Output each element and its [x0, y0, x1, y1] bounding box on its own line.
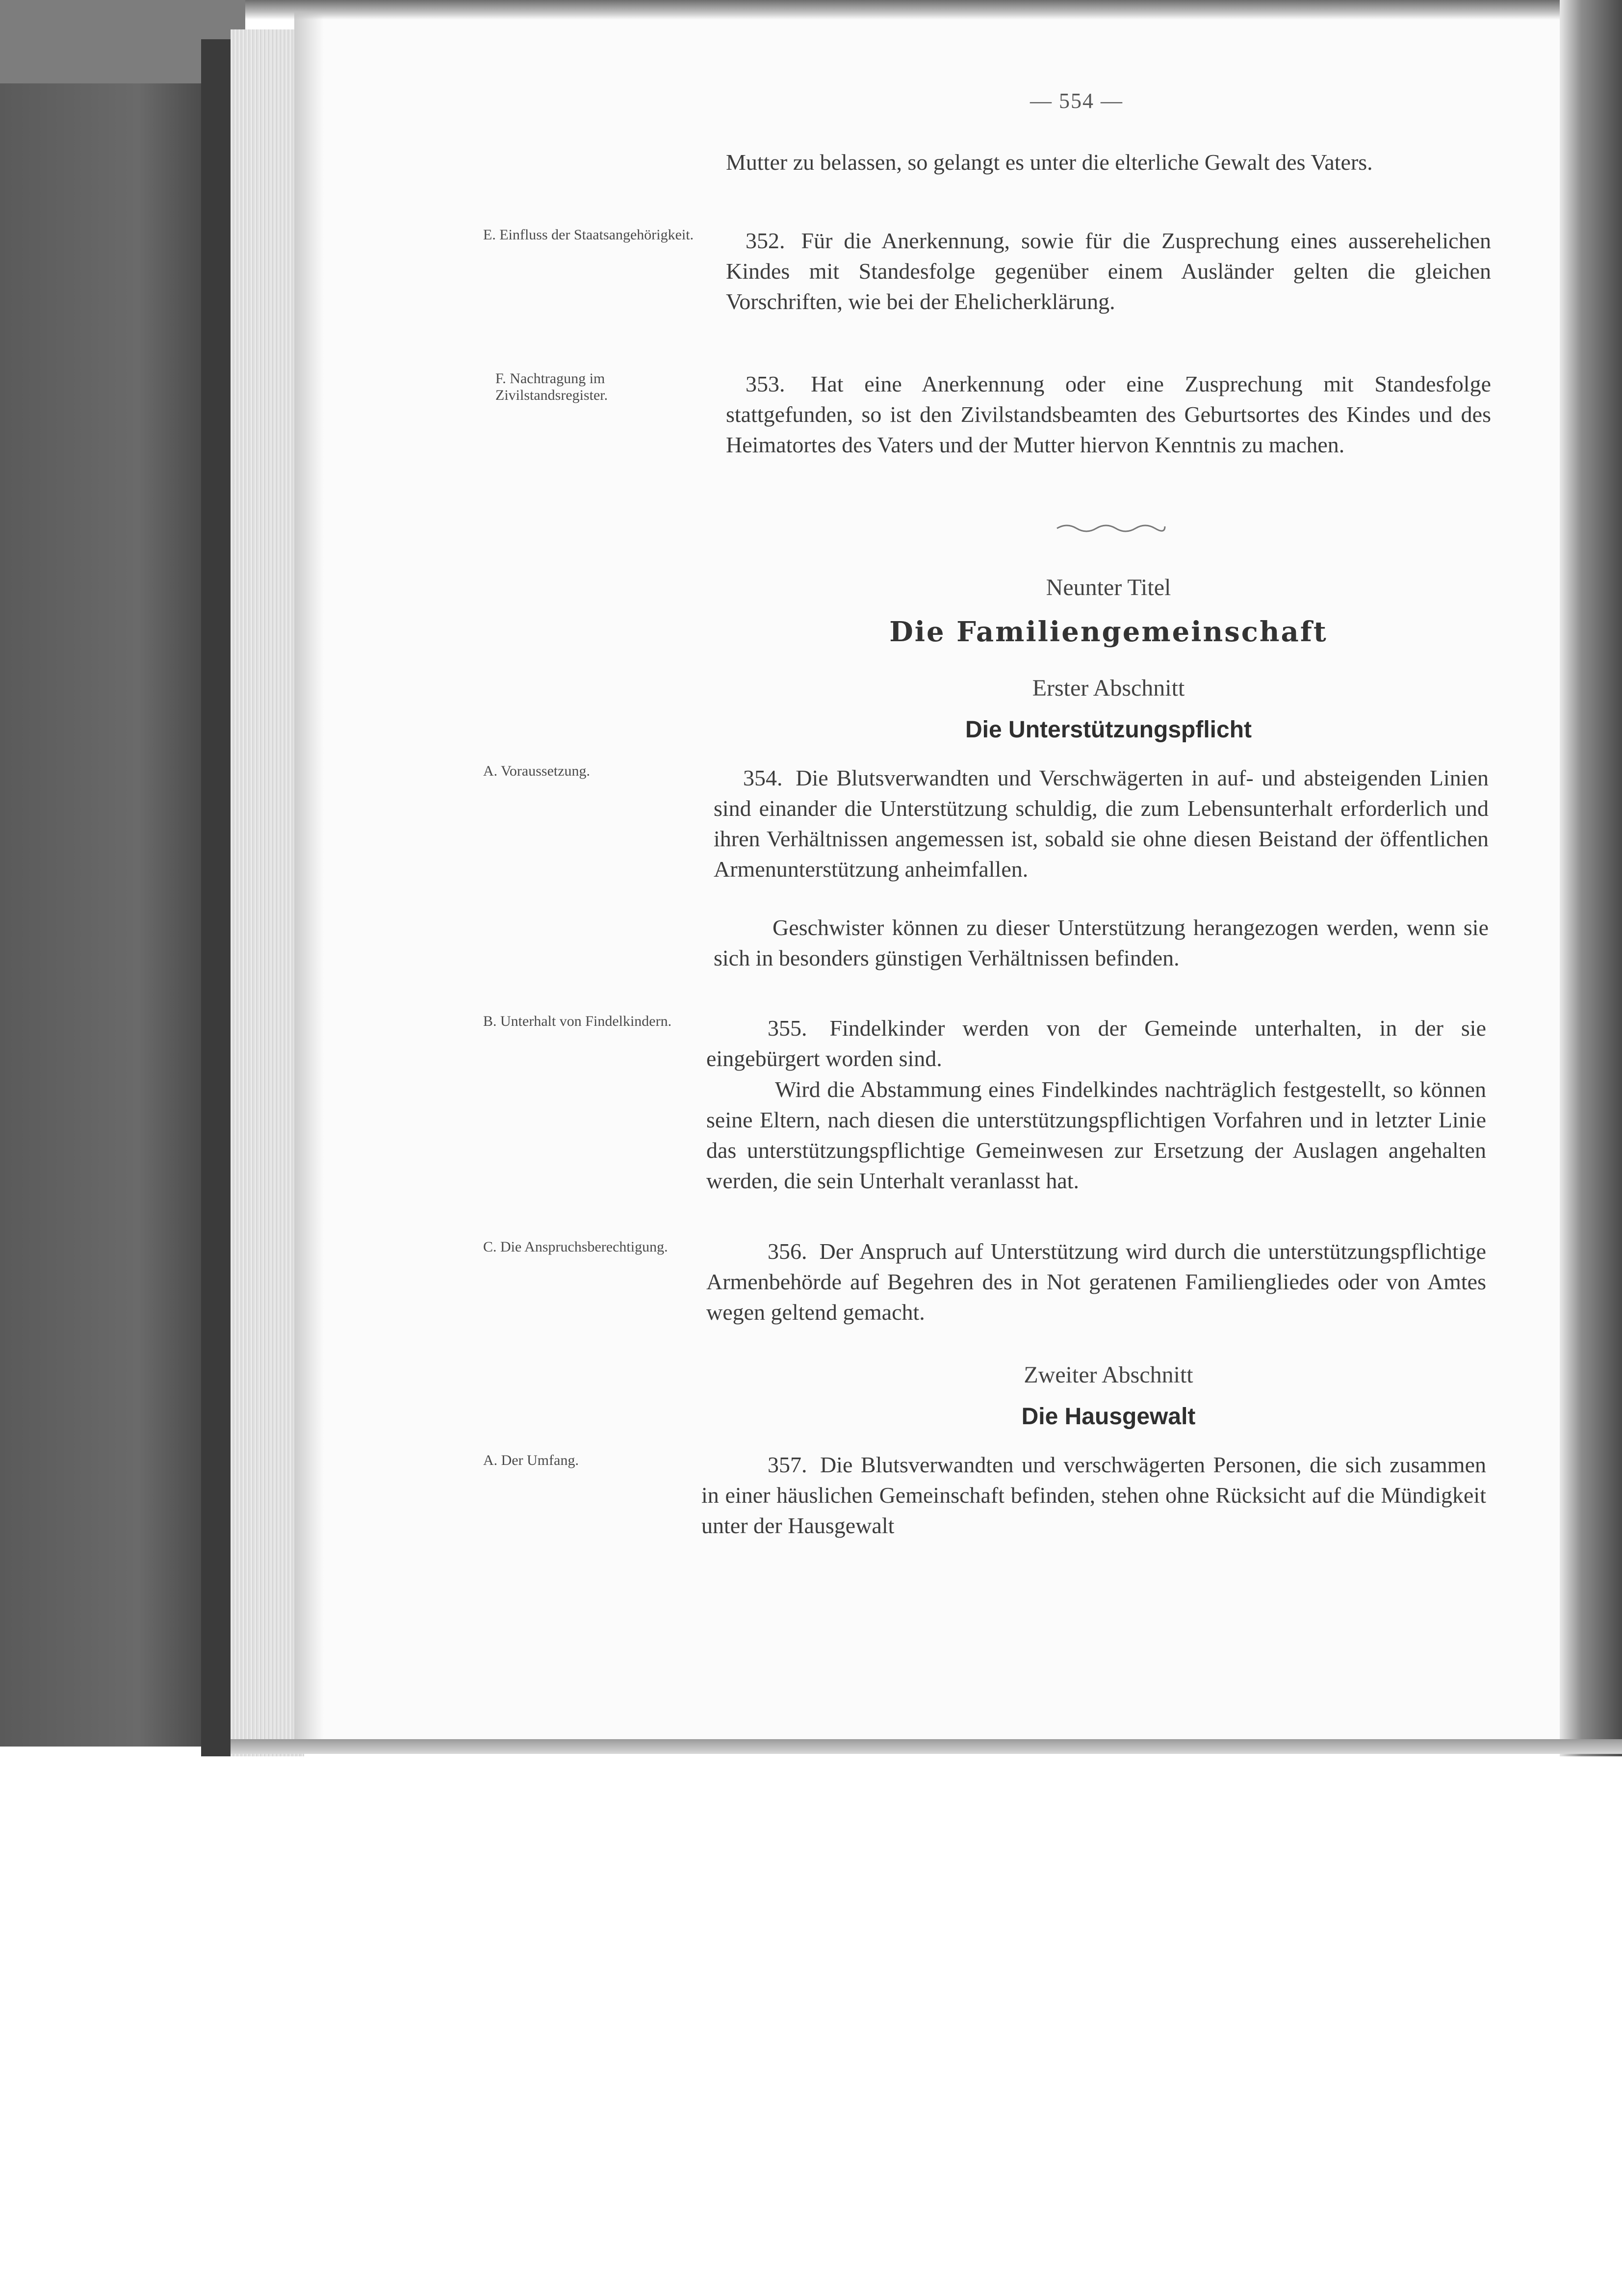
paragraph-text-355: Findelkinder werden von der Gemeinde unterhalten, in der sie eingebürgert worden sind. [706, 1016, 1486, 1071]
page-stack-edge [231, 29, 304, 1756]
section-label-2: Zweiter Abschnitt [1024, 1362, 1193, 1388]
section-heading-1: Die Unterstützungspflicht [965, 717, 1252, 743]
margin-note-352: E. Einfluss der Staatsangehörigkeit. [483, 227, 694, 243]
page-number: — 554 — [1030, 89, 1123, 113]
paragraph-357 [701, 1450, 1486, 1541]
paragraph-355-continuation: Wird die Abstammung eines Findelkindes nachträglich festgestellt, so können seine Eltern, nach diesen die unterstützungspflichtigen Vorfahren und in letzter Linie das unterstützungspflichtige Gemeinwesen zur Ersetzung der Auslagen angehalten werden, die sein Unterhalt veranlasst hat. [706, 1077, 1486, 1193]
continuation-paragraph: Mutter zu belassen, so gelangt es unter die elterliche Gewalt des Vaters. [726, 150, 1373, 175]
book-cover-edge [201, 39, 231, 1756]
margin-note-357: A. Der Umfang. [483, 1452, 579, 1468]
paragraph-number-353: 353. [746, 371, 785, 396]
paragraph-text-354: Die Blutsverwandten und Verschwägerten in auf- und absteigenden Linien sind einander die Unterstützung schuldig, die zum Lebensunterhalt erforderlich und ihren Verhältnissen angemessen ist, sobald sie ohne diesen Beistand der öffentlichen Armenunterstützung anheimfallen. [714, 765, 1489, 882]
margin-note-354: A. Voraussetzung. [483, 763, 591, 779]
margin-note-353: F. Nachtragung im Zivilstandsregister. [495, 370, 608, 403]
paragraph-number-356: 356. [768, 1239, 807, 1264]
paragraph-353 [726, 369, 1491, 460]
paragraph-number-355: 355. [768, 1016, 807, 1041]
title-heading: Die Familiengemeinschaft [889, 616, 1328, 648]
paragraph-355 [706, 1013, 1486, 1074]
paragraph-text-353: Hat eine Anerkennung oder eine Zusprechung mit Standesfolge stattgefunden, so ist den Zivilstandsbeamten des Geburtsortes des Kindes und des Heimatortes des Vaters und der Mutter hiervon Kenntnis zu machen. [726, 371, 1492, 457]
paragraph-354-continuation: Geschwister können zu dieser Unterstützung herangezogen werden, wenn sie sich in besonders günstigen Verhältnissen befinden. [714, 915, 1489, 970]
section-label-1: Erster Abschnitt [1032, 675, 1185, 701]
page-top-shadow [245, 0, 1622, 20]
paragraph-text-352: Für die Anerkennung, sowie für die Zusprechung eines ausserehelichen Kindes mit Standesfolge gegenüber einem Ausländer gelten die gleichen Vorschriften, wie bei der Ehelicherklärung. [726, 228, 1492, 314]
scanner-background [0, 0, 231, 1747]
paragraph-number-352: 352. [746, 228, 785, 253]
margin-note-355: B. Unterhalt von Findelkindern. [483, 1013, 672, 1029]
margin-note-356: C. Die Anspruchsberechtigung. [483, 1239, 668, 1255]
paragraph-352 [726, 226, 1491, 317]
paragraph-354 [714, 763, 1489, 885]
gutter-shadow [294, 0, 324, 1747]
paragraph-number-357: 357. [768, 1452, 807, 1477]
title-label: Neunter Titel [1046, 574, 1171, 600]
page-right-edge [1560, 0, 1622, 1756]
paragraph-text-356: Der Anspruch auf Unterstützung wird durch die unterstützungspflichtige Armenbehörde auf Begehren des in Not geratenen Familiengliedes oder von Amtes wegen geltend gemacht. [706, 1239, 1486, 1325]
page-bottom-edge [231, 1739, 1622, 1754]
paragraph-356 [706, 1236, 1486, 1328]
section-heading-2: Die Hausgewalt [1021, 1404, 1196, 1430]
paragraph-number-354: 354. [743, 765, 783, 790]
paragraph-text-357: Die Blutsverwandten und verschwägerten Personen, die sich zusammen in einer häuslichen Gemeinschaft befinden, stehen ohne Rücksicht auf die Mündigkeit unter der Hausgewalt [701, 1452, 1486, 1538]
ornament-divider-icon [1055, 518, 1167, 537]
